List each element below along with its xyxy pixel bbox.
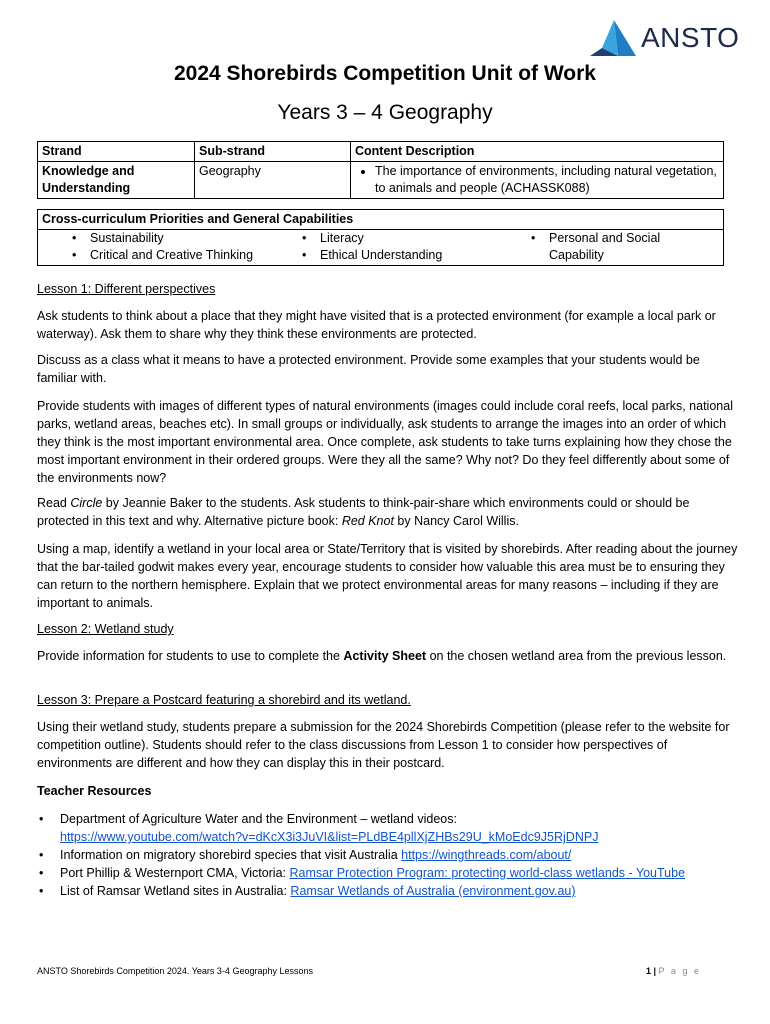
lesson2-paragraph [37,647,742,665]
resources-list [37,810,742,900]
list-item [37,882,742,900]
text-run: by Nancy Carol Willis. [393,514,519,528]
cc-column-2 [298,230,518,264]
youtube-wetland-videos-link[interactable]: https://www.youtube.com/watch?v=dKcX3i3JuVI&list=PLdBE4pllXjZHBs29U_kMoEdc9J5RjDNPJ [60,830,599,844]
cell-content [351,162,724,199]
page-number-value: 1 [646,966,652,976]
page-subtitle: Years 3 – 4 Geography [277,101,493,124]
text-run: on the chosen wetland area from the previous lesson. [426,649,727,663]
book-title-red-knot: Red Knot [341,514,394,528]
text-run: Read [37,496,71,510]
cell-substrand: Geography [195,162,351,199]
ramsar-wetlands-link[interactable]: Ramsar Wetlands of Australia (environment.gov.au) [290,884,576,898]
content-bullet: • The importance of environments, including natural vegetation, to animals and people (ACHASSK088) [375,163,719,197]
lesson1-heading: Lesson 1: Different perspectives [37,282,216,296]
lesson1-paragraph-3: Provide students with images of different types of natural environments (images could include coral reefs, local parks, national parks, wetland areas, beaches etc). In small groups or individually, ask students to arrange the images into an order of which they think is the most important environmental area. Once complete, ask students to take turns explaining how they chose the most important environment in their ordered groups. Were they all the same? Why not? Do they feel differently about some of the environments now? [37,399,733,485]
lesson2-heading: Lesson 2: Wetland study [37,622,174,636]
list-item [37,864,742,882]
page-number [646,966,701,976]
table-header-row [38,142,724,162]
resources-heading: Teacher Resources [37,784,152,798]
resource-text: Information on migratory shorebird species that visit Australia [60,848,402,862]
page-word: P a g e [658,966,701,976]
header-content: Content Description [351,142,724,162]
logo-text: ANSTO [641,22,740,53]
cross-curriculum-box [37,209,724,266]
cc-column-3 [527,230,687,264]
text-run: Provide information for students to use to complete the [37,649,344,663]
cross-curriculum-heading: Cross-curriculum Priorities and General Capabilities [38,210,723,230]
header-substrand: Sub-strand [195,142,351,162]
lesson1-paragraph-1: Ask students to think about a place that they might have visited that is a protected environment (for example a local park or waterway). Ask them to share why they think these environments are protected. [37,309,716,341]
list-item [37,810,742,846]
list-item: • Literacy [298,230,518,247]
list-item: • Critical and Creative Thinking [68,247,298,264]
text-run: by Jeannie Baker to the students. Ask students to think-pair-share which environments could or should be protected in this text and why. Alternative picture book: [37,496,690,528]
list-item: • Ethical Understanding [298,247,518,264]
lesson3-heading: Lesson 3: Prepare a Postcard featuring a shorebird and its wetland. [37,693,411,707]
list-item: • Personal and Social Capability [527,230,687,264]
list-item: • Sustainability [68,230,298,247]
footer-text: ANSTO Shorebirds Competition 2024. Years 3-4 Geography Lessons [37,966,313,976]
list-item [37,846,742,864]
cc-column-1 [68,230,298,264]
lesson3-paragraph: Using their wetland study, students prepare a submission for the 2024 Shorebirds Competition (please refer to the website for competition outline). Students should refer to the class discussions from Lesson 1 to consider how perspectives of environments are different and how they can display this in their postcard. [37,720,730,770]
ramsar-protection-link[interactable]: Ramsar Protection Program: protecting world-class wetlands - YouTube [289,866,686,880]
resource-text: List of Ramsar Wetland sites in Australia: [60,884,291,898]
table-row [38,162,724,199]
lesson1-paragraph-4 [37,494,742,530]
strand-table [37,141,724,199]
header-strand: Strand [38,142,195,162]
book-title-circle: Circle [70,496,103,510]
resource-text: • Department of Agriculture Water and the Environment – wetland videos: [60,812,457,826]
activity-sheet-label: Activity Sheet [343,649,427,663]
ansto-logo [588,18,748,60]
wingthreads-link[interactable]: https://wingthreads.com/about/ [401,848,572,862]
page-title: 2024 Shorebirds Competition Unit of Work [174,62,596,85]
ansto-logo-icon [588,18,638,58]
lesson1-paragraph-5: Using a map, identify a wetland in your local area or State/Territory that is visited by shorebirds. After reading about the journey that the bar-tailed godwit makes every year, encourage students to consider how valuable this area must be to ensuring they can return to the northern hemisphere. Explain that we protect environmental areas for many reasons – including if they are important to animals. [37,542,738,610]
lesson1-paragraph-2: Discuss as a class what it means to have a protected environment. Provide some examples that your students would be familiar with. [37,353,700,385]
resource-text: Port Phillip & Westernport CMA, Victoria: [60,866,290,880]
cell-strand: Knowledge and Understanding [38,162,195,199]
page-separator: | [651,966,659,976]
